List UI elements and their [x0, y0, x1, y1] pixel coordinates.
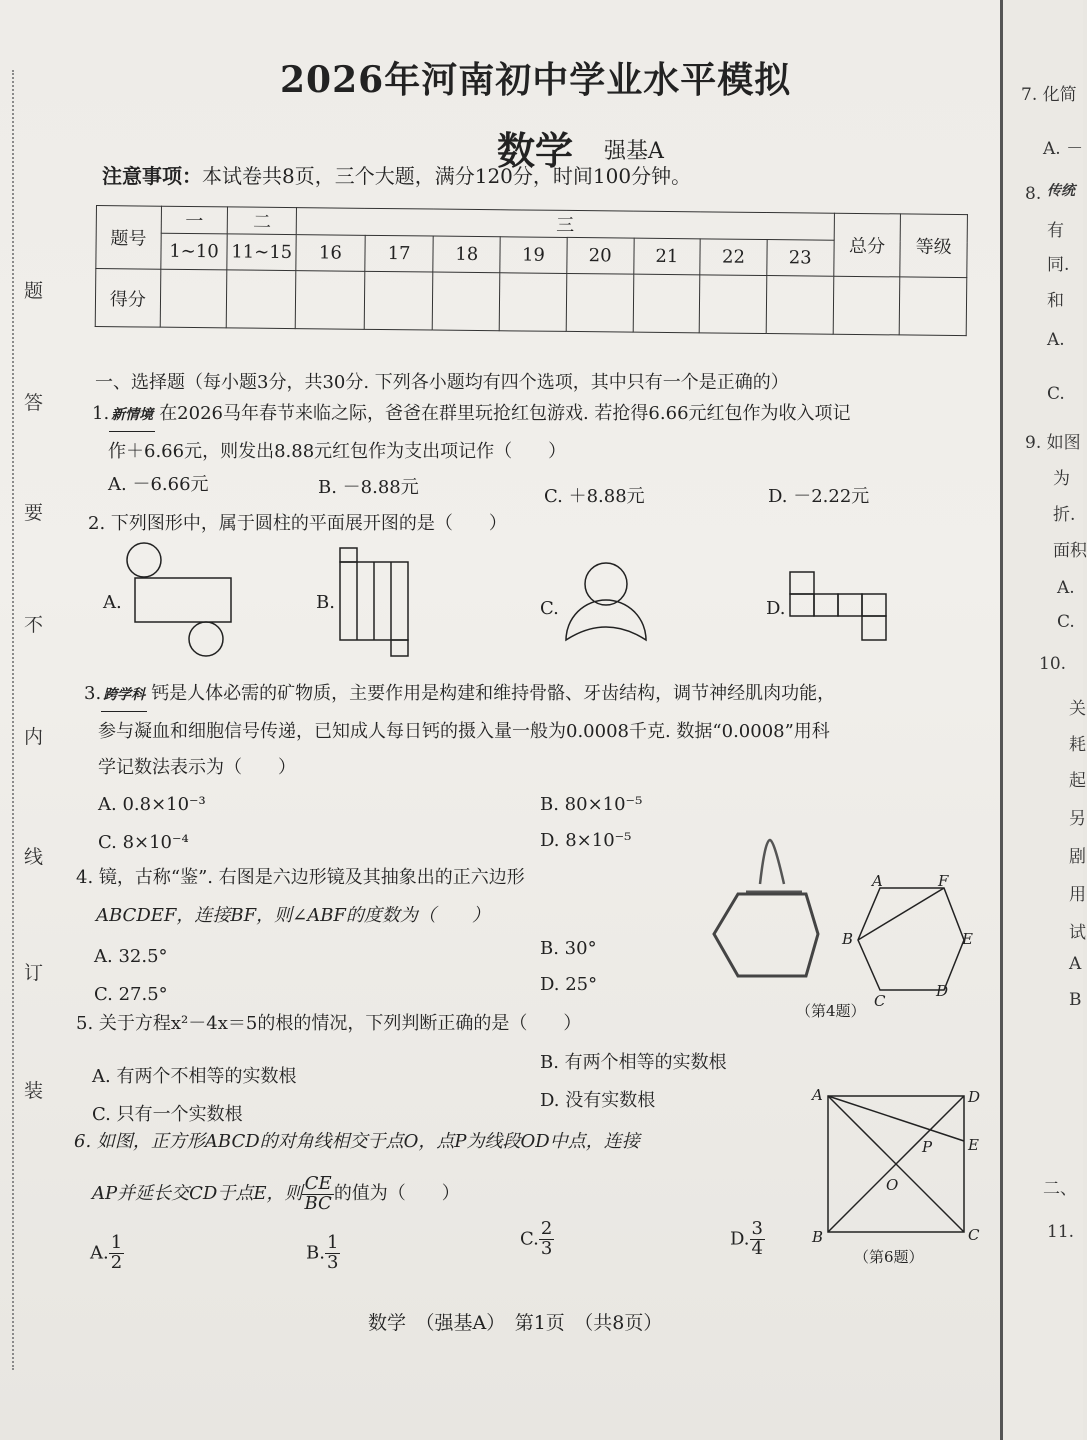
option-c: C. 8×10⁻⁴ — [98, 832, 189, 853]
table-cell: 22 — [700, 239, 767, 276]
option-c: C. ＋8.88元 — [544, 486, 645, 507]
option-b — [306, 1234, 340, 1273]
edge-text: 面积 — [1053, 541, 1087, 561]
fraction-numerator: 2 — [540, 1218, 553, 1239]
score-entry[interactable] — [899, 277, 966, 336]
cross-subject-badge: 跨学科 — [101, 679, 147, 712]
question-6: 6. 如图，正方形ABCD的对角线相交于点O，点P为线段OD中点，连接 — [74, 1131, 640, 1152]
edge-text: 另 — [1069, 809, 1086, 829]
edge-text: 9. 如图 — [1025, 433, 1081, 453]
question-3 — [84, 678, 835, 712]
option-a: A. 0.8×10⁻³ — [98, 794, 206, 815]
subject-title: 数学 — [497, 128, 574, 173]
question-text: 在2026马年春节来临之际，爸爸在群里玩抢红包游戏. 若抢得6.66元红包作为收入项记 — [159, 403, 851, 424]
option-b: B. 80×10⁻⁵ — [540, 794, 643, 815]
seal-char: 要 — [24, 502, 44, 524]
edge-text: 试 — [1069, 923, 1086, 943]
score-entry[interactable] — [227, 270, 296, 329]
option-a: A. 32.5° — [94, 946, 168, 967]
question-text: 的值为（ ） — [333, 1183, 460, 1204]
option-a — [90, 1234, 124, 1273]
option-a: A. －6.66元 — [108, 474, 209, 495]
fraction-ce-bc — [302, 1172, 333, 1214]
option-c: C. 27.5° — [94, 984, 168, 1005]
table-cell: 21 — [633, 238, 700, 275]
strip-net-b-figure — [338, 546, 414, 660]
table-row-header: 得分 — [95, 269, 160, 328]
question-2: 2. 下列图形中，属于圆柱的平面展开图的是（ ） — [88, 513, 507, 534]
point-label: E — [968, 1136, 979, 1154]
score-entry[interactable] — [566, 273, 633, 332]
seal-char: 线 — [24, 846, 44, 868]
table-cell: 等级 — [900, 214, 967, 278]
hexagon-mirror-figure — [708, 836, 978, 1010]
fraction — [325, 1234, 340, 1273]
notice-label: 注意事项： — [102, 164, 202, 188]
segment-bf — [858, 888, 944, 940]
fraction-denominator: 2 — [110, 1251, 123, 1273]
table-cell: 19 — [500, 237, 567, 274]
edge-text: 起 — [1069, 771, 1086, 791]
notice — [102, 160, 691, 189]
point-label: A — [812, 1086, 823, 1104]
edge-text: 剧 — [1069, 847, 1086, 867]
edge-text: 二、 — [1043, 1179, 1077, 1199]
cone-net-c-figure — [562, 560, 652, 656]
edge-text: 为 — [1053, 469, 1070, 489]
option-b: B. －8.88元 — [318, 477, 419, 498]
edge-text: 有 — [1047, 221, 1064, 241]
fraction-denominator: 4 — [751, 1237, 763, 1259]
option-d: D. — [766, 598, 786, 619]
point-label: O — [886, 1176, 899, 1194]
option-c: C. — [540, 598, 559, 619]
edge-text: 耗 — [1069, 735, 1086, 755]
option-b: B. — [316, 592, 335, 613]
table-cell: 23 — [767, 240, 834, 277]
fraction-numerator: 1 — [326, 1232, 339, 1253]
score-entry[interactable] — [160, 269, 227, 328]
edge-text: 7. 化简 — [1021, 85, 1077, 105]
fraction — [539, 1220, 554, 1259]
table-cell: 1~10 — [160, 233, 227, 270]
question-number: 3. — [84, 683, 102, 704]
option-label: A. — [90, 1242, 109, 1264]
edge-text: 11. — [1047, 1222, 1075, 1242]
point-label: F — [938, 872, 949, 890]
score-entry[interactable] — [499, 273, 566, 332]
table-cell: 17 — [365, 235, 434, 272]
subject-level: 强基A — [604, 139, 664, 164]
edge-text: 用 — [1069, 885, 1086, 905]
question-text: 学记数法表示为（ ） — [98, 757, 296, 778]
fraction-numerator: CE — [302, 1175, 333, 1195]
score-entry[interactable] — [364, 271, 433, 330]
edge-text: 折. — [1053, 505, 1076, 525]
figure-caption: （第4题） — [796, 1002, 866, 1020]
square-diagonal-figure — [808, 1084, 988, 1246]
point-label: C — [874, 992, 886, 1010]
question-text: ABCDEF，连接BF，则∠ABF的度数为（ ） — [96, 905, 490, 926]
seal-char: 答 — [24, 392, 44, 414]
edge-text: B — [1069, 990, 1082, 1010]
table-row-header: 题号 — [96, 206, 161, 270]
edge-text: 同. — [1047, 255, 1070, 275]
seal-char: 题 — [24, 280, 44, 302]
table-cell: 20 — [567, 237, 634, 274]
option-d: D. 25° — [540, 974, 598, 995]
seal-char: 装 — [24, 1080, 44, 1102]
score-entry[interactable] — [699, 275, 766, 334]
edge-text: 关 — [1069, 699, 1086, 719]
page-footer: 数学 （强基A） 第1页 （共8页） — [368, 1312, 663, 1334]
edge-text: 10. — [1039, 654, 1067, 674]
score-entry[interactable] — [766, 276, 833, 335]
cube-net-d-figure — [788, 570, 892, 646]
table-cell: 三 — [296, 208, 834, 241]
new-context-badge: 新情境 — [109, 399, 155, 432]
question-text: 作＋6.66元，则发出8.88元红包作为支出项记作（ ） — [108, 441, 567, 462]
edge-text: A. — [1047, 330, 1065, 350]
fraction — [750, 1220, 765, 1259]
fraction-denominator: 3 — [540, 1237, 553, 1259]
notice-text: 本试卷共8页，三个大题，满分120分，时间100分钟。 — [202, 164, 692, 188]
edge-text: 传统 — [1047, 183, 1075, 199]
point-label: E — [962, 930, 973, 948]
edge-text: A. － — [1043, 139, 1084, 159]
edge-text: A — [1069, 954, 1082, 974]
next-page-edge — [1000, 0, 1087, 1440]
table-cell: 18 — [433, 236, 500, 273]
point-label: A — [872, 872, 883, 890]
edge-text: A. — [1057, 578, 1075, 598]
figure-caption: （第6题） — [854, 1248, 924, 1266]
score-entry[interactable] — [833, 276, 900, 335]
table-cell: 16 — [296, 235, 365, 272]
edge-text: C. — [1047, 384, 1065, 404]
fraction-numerator: 1 — [110, 1232, 123, 1253]
table-cell: 11~15 — [227, 234, 296, 271]
question-4: 4. 镜，古称“鉴”. 右图是六边形镜及其抽象出的正六边形 — [76, 867, 525, 888]
seal-char: 不 — [24, 614, 44, 636]
question-text: AP并延长交CD于点E，则 — [92, 1183, 303, 1204]
seal-dotted-line — [12, 70, 14, 1370]
score-entry[interactable] — [633, 274, 700, 333]
question-5: 5. 关于方程x²－4x＝5的根的情况，下列判断正确的是（ ） — [76, 1013, 582, 1034]
question-text: 参与凝血和细胞信号传递，已知成人每日钙的摄入量一般为0.0008千克. 数据“0.0008”用科 — [98, 721, 830, 742]
option-d — [730, 1220, 765, 1259]
question-text-6b — [92, 1174, 460, 1214]
point-label: D — [968, 1088, 981, 1106]
option-a: A. 有两个不相等的实数根 — [92, 1066, 297, 1087]
seal-margin — [0, 0, 58, 1440]
fraction-denominator: BC — [304, 1192, 332, 1214]
option-d: D. 8×10⁻⁵ — [540, 830, 632, 851]
regular-hexagon — [858, 888, 964, 990]
question-number: 1. — [92, 403, 110, 424]
question-1 — [92, 398, 851, 432]
option-b: B. 有两个相等的实数根 — [540, 1052, 727, 1073]
option-a: A. — [103, 592, 122, 613]
option-label: D. — [730, 1228, 750, 1250]
point-label: P — [922, 1138, 933, 1156]
fraction-denominator: 3 — [326, 1251, 339, 1273]
option-label: B. — [306, 1242, 325, 1264]
point-label: C — [968, 1226, 980, 1244]
option-c — [520, 1220, 554, 1259]
section-heading: 一、选择题（每小题3分，共30分. 下列各小题均有四个选项，其中只有一个是正确的） — [95, 372, 789, 393]
edge-text: 和 — [1047, 291, 1064, 311]
seal-char: 订 — [24, 962, 44, 984]
score-entry[interactable] — [295, 271, 364, 330]
option-b: B. 30° — [540, 938, 597, 959]
option-d: D. 没有实数根 — [540, 1090, 656, 1111]
option-label: C. — [520, 1228, 539, 1250]
point-label: D — [936, 982, 949, 1000]
score-table — [95, 205, 968, 336]
cylinder-net-a-figure — [124, 540, 244, 662]
fraction-numerator: 3 — [751, 1218, 763, 1239]
point-label: B — [842, 930, 854, 948]
score-entry[interactable] — [433, 272, 500, 331]
exam-title: 2026年河南初中学业水平模拟 — [280, 59, 792, 101]
edge-text: C. — [1057, 612, 1075, 632]
segment-ae — [828, 1096, 964, 1141]
seal-char: 内 — [24, 726, 44, 748]
fraction — [109, 1234, 124, 1273]
point-label: B — [812, 1228, 824, 1246]
edge-text: 8. — [1025, 184, 1042, 204]
table-cell: 二 — [228, 207, 297, 235]
question-text: 钙是人体必需的矿物质，主要作用是构建和维持骨骼、牙齿结构，调节神经肌肉功能， — [151, 683, 836, 704]
option-d: D. －2.22元 — [768, 486, 870, 507]
option-c: C. 只有一个实数根 — [92, 1104, 243, 1125]
table-cell: 总分 — [833, 213, 900, 277]
table-cell: 一 — [161, 206, 228, 234]
